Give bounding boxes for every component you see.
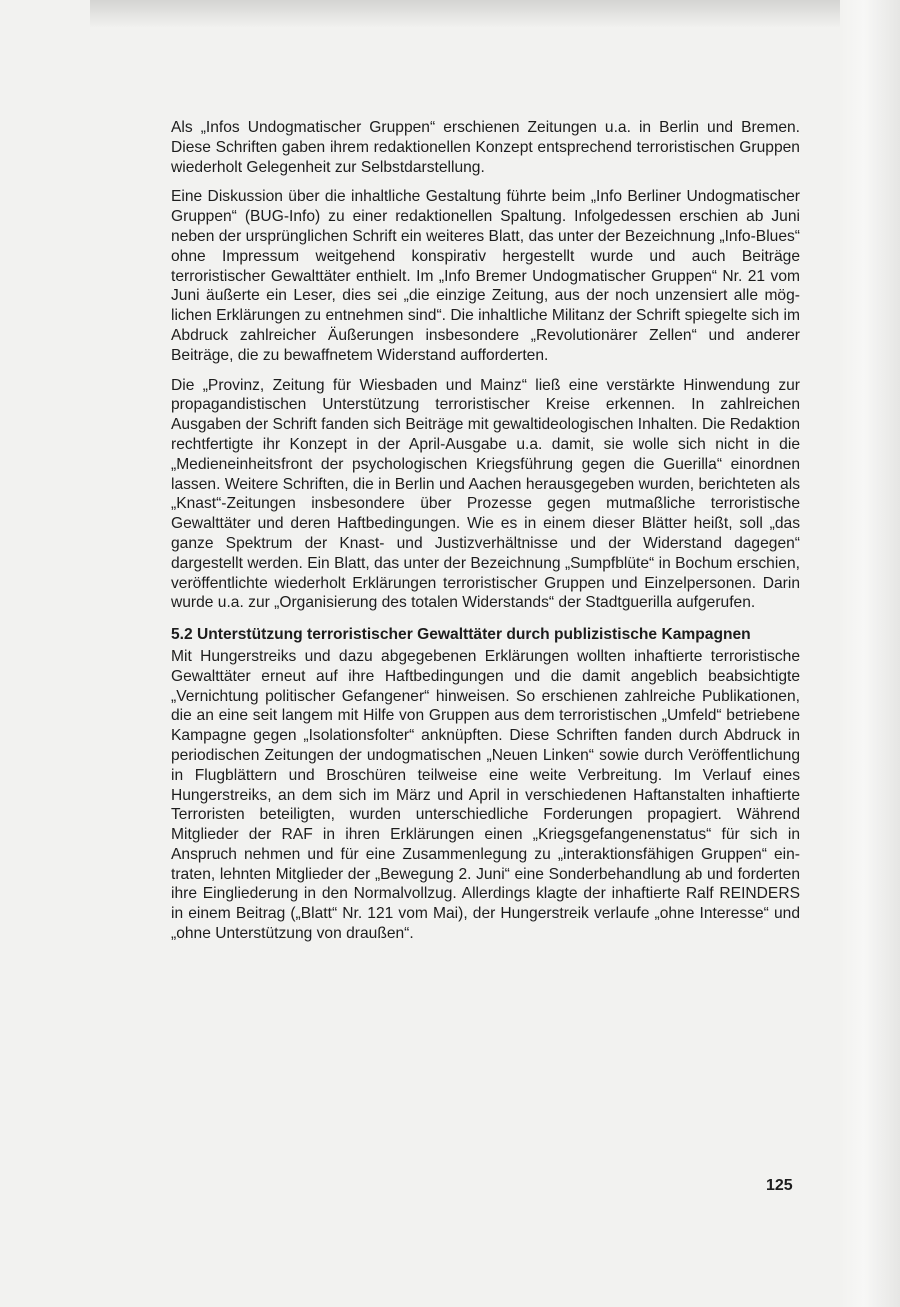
paragraph-3: Die „Provinz, Zeitung für Wiesbaden und Mainz“ ließ eine verstärkte Hinwendung zur propagandistischen Unterstützung terroristischer Kreise erkennen. In zahlreichen Ausgaben der Schrift fanden sich Beiträge mit gewaltideologischen Inhalten. Die Redaktion rechtfertigte ihr Konzept in der April-Ausgabe u.a. damit, sie wolle sich nicht in die „Medieneinheitsfront der psychologischen Kriegsführung gegen die Guerilla“ einordnen lassen. Weitere Schriften, die in Berlin und Aachen herausgegeben wurden, berichteten als „Knast“-Zeitungen insbesondere über Prozesse gegen mutmaßliche terroristische Gewalttäter und deren Haftbedingungen. Wie es in einem dieser Blätter heißt, soll „das ganze Spektrum der Knast- und Justizverhältnisse und der Widerstand dagegen“ dargestellt werden. Ein Blatt, das unter der Bezeichnung „Sumpfblüte“ in Bochum erschien, veröffentlichte wiederholt Erklärungen terroristischer Gruppen und Einzelpersonen. Darin wurde u.a. zur „Organisierung des totalen Widerstands“ der Stadtguerilla aufgerufen. [171,376,800,612]
section-heading: 5.2 Unterstützung terroristischer Gewalttäter durch publizistische Kampagnen [171,626,751,644]
page-edge [840,0,900,1307]
paragraph-2: Eine Diskussion über die inhaltliche Gestaltung führte beim „Info Berliner Undogmatischer Gruppen“ (BUG-Info) zu einer redaktionellen Spaltung. Infolgedessen erschien ab Juni neben der ursprünglichen Schrift ein weiteres Blatt, das unter der Bezeichnung „Info-Blues“ ohne Impressum weitgehend konspirativ hergestellt wurde und auch Beiträge terroristischer Gewalttäter enthielt. Im „Info Bremer Undogmatischer Gruppen“ Nr. 21 vom Juni äußerte ein Leser, dies sei „die einzige Zeitung, aus der noch unzensiert alle möglichen Erklärungen zu entnehmen sind“. Die inhaltliche Militanz der Schrift spiegelte sich im Abdruck zahlreicher Äußerungen insbesondere „Revolutionärer Zellen“ und anderer Beiträge, die zu bewaffnetem Widerstand aufforderten. [171,188,800,364]
page-number: 125 [766,1177,793,1194]
document-body [171,118,800,954]
section-body: Mit Hungerstreiks und dazu abgegebenen Erklärungen wollten inhaftierte terroristische Gewalttäter erneut auf ihre Haftbedingungen und die damit angeblich beabsichtigte „Vernichtung politischer Gefangener“ hinweisen. So erschienen zahlreiche Publikationen, die an eine seit langem mit Hilfe von Gruppen aus dem terroristischen „Umfeld“ betriebene Kampagne gegen „Isolationsfolter“ anknüpften. Diese Schriften fanden durch Abdruck in periodischen Zeitungen der undogmatischen „Neuen Linken“ sowie durch Veröffentlichung in Flugblättern und Broschüren teilweise eine weite Verbreitung. Im Verlauf eines Hungerstreiks, an dem sich im März und April in verschiedenen Haftanstalten inhaftierte Terroristen beteiligten, wurden unterschiedliche Forderungen propagiert. Während Mitglieder der RAF in ihren Erklärungen einen „Kriegsgefangenenstatus“ für sich in Anspruch nehmen und für eine Zusammenlegung zu „interaktionsfähigen Gruppen“ eintraten, lehnten Mitglieder der „Bewegung 2. Juni“ eine Sonderbehandlung ab und forderten ihre Eingliederung in den Normalvollzug. Allerdings klagte der inhaftierte Ralf REINDERS in einem Beitrag („Blatt“ Nr. 121 vom Mai), der Hungerstreik verlaufe „ohne Interesse“ und „ohne Unterstützung von draußen“. [171,647,800,943]
paragraph-1: Als „Infos Undogmatischer Gruppen“ erschienen Zeitungen u.a. in Berlin und Bremen. Diese Schriften gaben ihrem redaktionellen Konzept entsprechend terroristischen Gruppen wiederholt Gelegenheit zur Selbstdarstellung. [171,119,800,176]
page-shadow [90,0,850,28]
